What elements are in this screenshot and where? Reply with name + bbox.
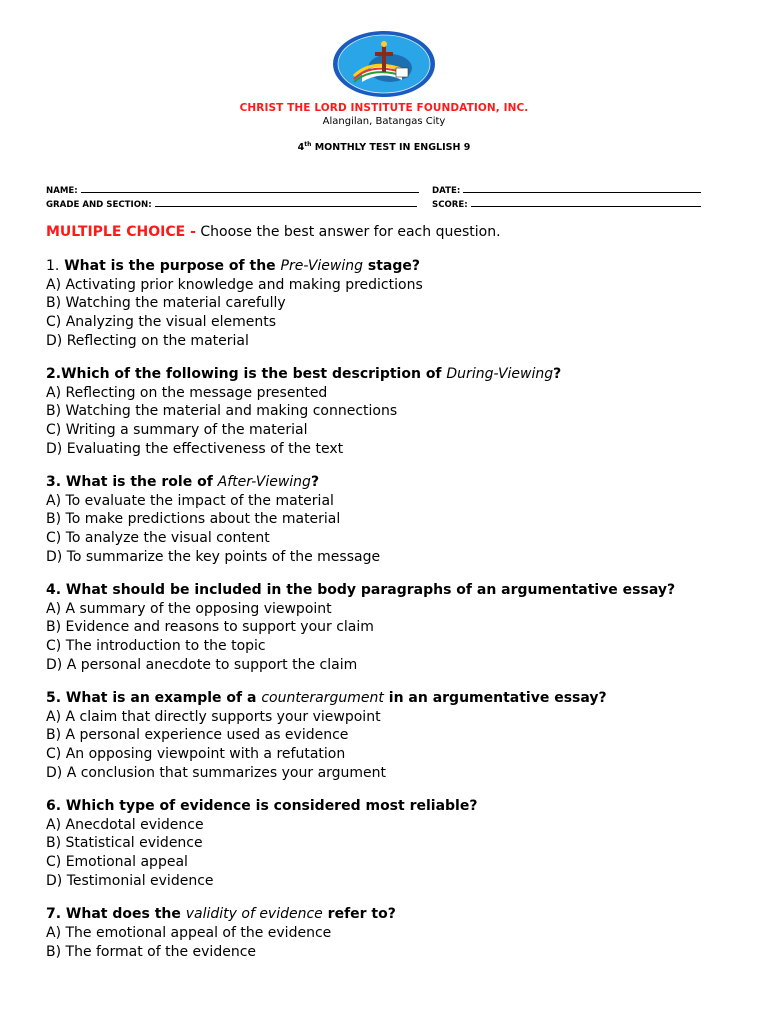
question-item bbox=[46, 797, 746, 891]
answer-option[interactable]: D) A conclusion that summarizes your argument bbox=[46, 764, 387, 781]
name-field[interactable] bbox=[46, 183, 419, 196]
question-number: 7. bbox=[46, 906, 62, 923]
question-number: 2. bbox=[46, 366, 62, 383]
answer-option[interactable]: D) Reflecting on the material bbox=[46, 332, 249, 349]
answer-option[interactable]: B) Watching the material carefully bbox=[46, 295, 286, 312]
answer-option[interactable]: D) A personal anecdote to support the claim bbox=[46, 656, 358, 673]
section-heading: MULTIPLE CHOICE - bbox=[46, 224, 196, 240]
question-number: 1. bbox=[46, 258, 60, 274]
grade-section-label: GRADE AND SECTION: bbox=[46, 200, 152, 210]
question-stem: What is an example of a bbox=[61, 690, 262, 707]
question-stem-end: ? bbox=[553, 366, 562, 383]
answer-option[interactable]: C) Emotional appeal bbox=[46, 854, 188, 871]
question-text bbox=[46, 257, 746, 276]
answer-option[interactable]: C) Writing a summary of the material bbox=[46, 422, 308, 439]
grade-section-field[interactable] bbox=[46, 197, 417, 210]
question-number: 5. bbox=[46, 690, 62, 707]
date-field[interactable] bbox=[432, 183, 701, 196]
answer-option[interactable]: A) Activating prior knowledge and making predictions bbox=[46, 276, 423, 293]
school-name: CHRIST THE LORD INSTITUTE FOUNDATION, INC. bbox=[239, 102, 529, 114]
question-stem: Which type of evidence is considered most reliable? bbox=[61, 798, 478, 815]
question-number: 4. bbox=[46, 582, 62, 599]
question-item bbox=[46, 581, 746, 675]
answer-option[interactable]: B) To make predictions about the material bbox=[46, 511, 341, 528]
test-title-ordinal: th bbox=[304, 140, 312, 148]
question-stem-end: ? bbox=[310, 474, 320, 491]
question-stem: What is the role of bbox=[61, 474, 218, 491]
school-address: Alangilan, Batangas City bbox=[322, 116, 446, 127]
question-emphasis: After-Viewing bbox=[217, 474, 311, 491]
question-stem: What should be included in the body paragraphs of an argumentative essay? bbox=[61, 582, 676, 599]
question-text bbox=[46, 581, 746, 600]
answer-option[interactable]: A) To evaluate the impact of the material bbox=[46, 492, 334, 509]
question-list bbox=[46, 257, 746, 976]
question-item bbox=[46, 905, 746, 961]
answer-option[interactable]: D) To summarize the key points of the message bbox=[46, 548, 381, 565]
question-stem-end: in an argumentative essay? bbox=[383, 690, 607, 707]
question-text bbox=[46, 905, 746, 924]
answer-option[interactable]: C) To analyze the visual content bbox=[46, 530, 270, 547]
test-title bbox=[0, 142, 768, 153]
question-item bbox=[46, 689, 746, 783]
answer-option[interactable]: A) The emotional appeal of the evidence bbox=[46, 924, 332, 941]
question-item bbox=[46, 365, 746, 459]
answer-option[interactable]: C) An opposing viewpoint with a refutation bbox=[46, 746, 346, 763]
question-number: 6. bbox=[46, 798, 62, 815]
school-logo bbox=[332, 30, 436, 98]
score-label: SCORE: bbox=[432, 200, 468, 210]
question-emphasis: validity of evidence bbox=[185, 906, 323, 923]
score-blank[interactable] bbox=[471, 197, 701, 207]
date-blank[interactable] bbox=[463, 183, 701, 193]
answer-option[interactable]: B) Statistical evidence bbox=[46, 835, 203, 852]
score-field[interactable] bbox=[432, 197, 701, 210]
question-stem: What is the purpose of the bbox=[59, 258, 281, 274]
date-label: DATE: bbox=[432, 186, 461, 196]
answer-option[interactable]: B) Evidence and reasons to support your claim bbox=[46, 619, 374, 636]
answer-option[interactable]: A) A claim that directly supports your viewpoint bbox=[46, 708, 381, 725]
question-emphasis: During-Viewing bbox=[446, 366, 554, 383]
question-stem: Which of the following is the best description of bbox=[61, 366, 447, 383]
answer-option[interactable]: C) The introduction to the topic bbox=[46, 638, 266, 655]
name-label: NAME: bbox=[46, 186, 78, 196]
question-text bbox=[46, 797, 746, 816]
question-text bbox=[46, 473, 746, 492]
question-number: 3. bbox=[46, 474, 62, 491]
answer-option[interactable]: C) Analyzing the visual elements bbox=[46, 314, 277, 331]
answer-option[interactable]: D) Evaluating the effectiveness of the text bbox=[46, 440, 344, 457]
question-stem: What does the bbox=[61, 906, 186, 923]
question-emphasis: Pre-Viewing bbox=[280, 258, 364, 274]
name-blank[interactable] bbox=[81, 183, 419, 193]
grade-section-blank[interactable] bbox=[155, 197, 417, 207]
test-title-number: 4 bbox=[297, 142, 305, 153]
answer-option[interactable]: A) A summary of the opposing viewpoint bbox=[46, 600, 332, 617]
answer-option[interactable]: B) Watching the material and making connections bbox=[46, 403, 398, 420]
answer-option[interactable]: D) Testimonial evidence bbox=[46, 872, 214, 889]
instructions bbox=[46, 224, 501, 240]
answer-option[interactable]: B) A personal experience used as evidence bbox=[46, 727, 349, 744]
answer-option[interactable]: A) Reflecting on the message presented bbox=[46, 384, 328, 401]
question-item bbox=[46, 257, 746, 351]
answer-option[interactable]: A) Anecdotal evidence bbox=[46, 816, 204, 833]
answer-option[interactable]: B) The format of the evidence bbox=[46, 943, 257, 960]
question-stem-end: stage? bbox=[363, 258, 421, 274]
question-item bbox=[46, 473, 746, 567]
question-text bbox=[46, 365, 746, 384]
question-stem-end: refer to? bbox=[322, 906, 396, 923]
instructions-text: Choose the best answer for each question. bbox=[195, 224, 501, 240]
question-text bbox=[46, 689, 746, 708]
test-title-text: MONTHLY TEST IN ENGLISH 9 bbox=[311, 142, 471, 153]
question-emphasis: counterargument bbox=[261, 690, 384, 707]
